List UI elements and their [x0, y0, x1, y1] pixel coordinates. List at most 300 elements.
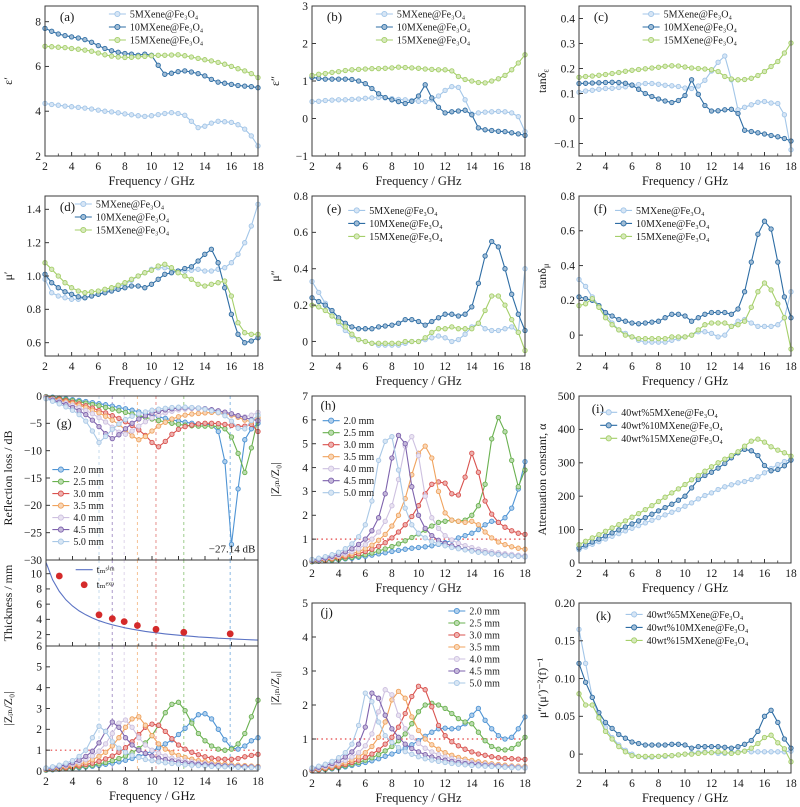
series-marker: [249, 224, 253, 228]
series-marker: [510, 545, 514, 549]
series-15MXene@Fe₃O₄: [577, 41, 793, 82]
legend: [76, 565, 115, 591]
series-marker: [403, 732, 407, 736]
series-marker: [249, 418, 253, 422]
series-marker: [430, 516, 434, 520]
series-marker: [610, 86, 614, 90]
series-marker: [742, 479, 746, 483]
series-marker: [736, 78, 740, 82]
series-marker: [137, 715, 141, 719]
series-marker: [130, 434, 134, 438]
series-marker: [410, 535, 414, 539]
series-marker: [203, 712, 207, 716]
legend-label: tₘᵉˣᵖ: [96, 580, 115, 592]
series-marker: [77, 412, 81, 416]
series-marker: [236, 451, 240, 455]
series-marker: [317, 305, 321, 309]
series-marker: [456, 744, 460, 748]
legend-marker: [621, 208, 626, 213]
series-marker: [656, 97, 660, 101]
series-marker: [356, 750, 360, 754]
series-marker: [243, 84, 247, 88]
series-marker: [483, 254, 487, 258]
series-marker: [50, 267, 54, 271]
series-marker: [396, 65, 400, 69]
series-marker: [56, 103, 60, 107]
series-marker: [190, 763, 194, 767]
x-tick-label: 8: [389, 568, 395, 580]
series-marker: [110, 754, 114, 758]
legend-label: 10MXene@Fe₃O₄: [636, 218, 710, 230]
y-tick-label: 0.3: [560, 38, 575, 51]
series-marker: [643, 67, 647, 71]
series-marker: [190, 423, 194, 427]
x-tick-label: 6: [362, 361, 369, 373]
x-tick-label: 2: [309, 161, 315, 173]
series-marker: [83, 48, 87, 52]
plot-frame: [46, 560, 258, 646]
y-tick-label: 2: [36, 629, 42, 642]
series-marker: [436, 105, 440, 109]
legend-marker: [81, 227, 86, 232]
legend-marker: [606, 423, 611, 428]
series-marker: [129, 284, 133, 288]
series-marker: [749, 103, 753, 107]
series-marker: [163, 72, 167, 76]
series-marker: [50, 102, 54, 106]
series-marker: [216, 281, 220, 285]
y-axis-label: μ″(μ′)⁻²(f)⁻¹: [535, 657, 549, 719]
series-marker: [116, 111, 120, 115]
series-marker: [749, 76, 753, 80]
series-marker: [776, 720, 780, 724]
series-marker: [117, 736, 121, 740]
legend-label: 3.5 mm: [343, 452, 375, 464]
series-marker: [77, 754, 81, 758]
series-marker: [683, 743, 687, 747]
legend: [626, 610, 749, 647]
series-marker: [69, 297, 73, 301]
series-marker: [776, 101, 780, 105]
series-marker: [50, 45, 54, 49]
series-marker: [390, 752, 394, 756]
series-marker: [703, 493, 707, 497]
x-tick-label: 18: [785, 778, 797, 790]
series-marker: [356, 67, 360, 71]
series-marker: [163, 262, 167, 266]
series-marker: [769, 133, 773, 137]
series-marker: [383, 713, 387, 717]
series-marker: [390, 341, 394, 345]
series-marker: [630, 515, 634, 519]
series-marker: [630, 68, 634, 72]
y-tick-label: 0: [569, 557, 575, 570]
series-marker: [663, 753, 667, 757]
series-marker: [490, 328, 494, 332]
legend-marker: [382, 37, 387, 42]
legend-label: 40wt%15MXene@Fe₃O₄: [621, 433, 723, 445]
series-marker: [209, 744, 213, 748]
x-tick-label: 8: [122, 361, 128, 373]
series-marker: [243, 744, 247, 748]
series-marker: [203, 58, 207, 62]
x-tick-label: 12: [439, 361, 451, 373]
series-marker: [696, 751, 700, 755]
series-marker: [490, 744, 494, 748]
series-marker: [97, 404, 101, 408]
series-marker: [450, 84, 454, 88]
x-tick-label: 18: [252, 776, 264, 788]
series-marker: [476, 523, 480, 527]
series-marker: [117, 750, 121, 754]
series-marker: [376, 735, 380, 739]
series-marker: [403, 101, 407, 105]
series-marker: [709, 68, 713, 72]
series-marker: [243, 438, 247, 442]
x-tick-label: 18: [785, 361, 797, 373]
series-marker: [670, 753, 674, 757]
y-tick-label: 0: [302, 767, 308, 780]
series-marker: [130, 743, 134, 747]
series-marker: [196, 753, 200, 757]
series-marker: [742, 319, 746, 323]
series-marker: [689, 752, 693, 756]
series-marker: [383, 439, 387, 443]
series-marker: [383, 532, 387, 536]
series-marker: [363, 81, 367, 85]
panel-label: (b): [326, 9, 343, 24]
series-marker: [650, 66, 654, 70]
x-tick-label: 2: [309, 361, 315, 373]
series-marker: [249, 715, 253, 719]
series-marker: [189, 70, 193, 74]
y-tick-label: 0: [569, 329, 575, 342]
series-marker: [749, 746, 753, 750]
series-marker: [123, 281, 127, 285]
y-tick-label: 2: [302, 699, 308, 712]
series-marker: [490, 727, 494, 731]
series-marker: [136, 284, 140, 288]
series-marker: [663, 505, 667, 509]
series-marker: [430, 67, 434, 71]
series-marker: [470, 750, 474, 754]
series-marker: [742, 742, 746, 746]
legend-marker: [81, 214, 86, 219]
series-marker: [483, 530, 487, 534]
panel-label: (k): [595, 608, 612, 624]
series-marker: [163, 729, 167, 733]
series-marker: [749, 260, 753, 264]
series-marker: [137, 736, 141, 740]
legend-label: 2.0 mm: [343, 416, 375, 428]
series-marker: [110, 740, 114, 744]
x-axis-label: Frequency / GHz: [375, 791, 462, 805]
series-marker: [423, 526, 427, 530]
series-marker: [516, 554, 520, 558]
series-marker: [390, 434, 394, 438]
series-marker: [723, 310, 727, 314]
series-marker: [317, 764, 321, 768]
series-marker: [483, 308, 487, 312]
series-marker: [436, 526, 440, 530]
series-marker: [317, 72, 321, 76]
series-marker: [70, 758, 74, 762]
y-tick-label: 0: [302, 557, 308, 570]
series-marker: [136, 274, 140, 278]
x-tick-label: 14: [466, 161, 478, 173]
series-marker: [617, 528, 621, 532]
series-marker: [116, 55, 120, 59]
series-marker: [183, 763, 187, 767]
series-marker: [330, 553, 334, 557]
series-marker: [776, 467, 780, 471]
series-marker: [376, 752, 380, 756]
series-marker: [243, 331, 247, 335]
y-axis-label: ε′: [1, 77, 15, 85]
series-marker: [223, 757, 227, 761]
series-marker: [83, 291, 87, 295]
series-marker: [84, 419, 88, 423]
x-axis-label: Frequency / GHz: [375, 174, 462, 188]
x-tick-label: 10: [679, 568, 691, 580]
series-marker: [636, 511, 640, 515]
y-tick-label: −5: [29, 418, 42, 431]
series-marker: [443, 760, 447, 764]
series-marker: [109, 110, 113, 114]
series-marker: [130, 753, 134, 757]
scatter-point: [180, 629, 187, 636]
series-marker: [350, 755, 354, 759]
x-tick-label: 6: [95, 361, 102, 373]
legend-marker: [649, 11, 654, 16]
y-tick-label: 0.10: [554, 673, 575, 686]
y-tick-label: 0: [569, 748, 575, 761]
series-marker: [689, 746, 693, 750]
series-marker: [630, 740, 634, 744]
series-marker: [356, 542, 360, 546]
series-marker: [203, 269, 207, 273]
series-marker: [423, 99, 427, 103]
series-marker: [396, 321, 400, 325]
series-marker: [456, 493, 460, 497]
series-marker: [203, 284, 207, 288]
x-tick-label: 6: [96, 776, 102, 788]
series-marker: [156, 264, 160, 268]
series-marker: [236, 756, 240, 760]
x-tick-label: 12: [705, 778, 718, 790]
series-marker: [396, 735, 400, 739]
series-marker: [670, 502, 674, 506]
series-marker: [249, 446, 253, 450]
series-marker: [169, 271, 173, 275]
series-marker: [176, 700, 180, 704]
series-marker: [663, 99, 667, 103]
series-marker: [430, 524, 434, 528]
series-marker: [110, 720, 114, 724]
x-tick-label: 4: [602, 568, 609, 580]
series-marker: [656, 509, 660, 513]
series-marker: [510, 292, 514, 296]
series-marker: [623, 319, 627, 323]
series-marker: [350, 542, 354, 546]
series-marker: [143, 743, 147, 747]
series-marker: [516, 546, 520, 550]
series-marker: [696, 473, 700, 477]
series-marker: [196, 411, 200, 415]
series-marker: [590, 74, 594, 78]
x-tick-label: 12: [705, 361, 718, 373]
series-marker: [683, 494, 687, 498]
x-tick-label: 16: [758, 161, 771, 173]
series-marker: [516, 114, 520, 118]
series-marker: [510, 529, 514, 533]
series-marker: [350, 750, 354, 754]
series-marker: [450, 492, 454, 496]
series-marker: [410, 735, 414, 739]
panel-d-chart: [0, 190, 267, 390]
series-marker: [163, 761, 167, 765]
series-marker: [490, 552, 494, 556]
series-marker: [670, 742, 674, 746]
series-marker: [496, 553, 500, 557]
series-marker: [163, 747, 167, 751]
x-tick-label: 18: [252, 361, 264, 373]
series-marker: [782, 136, 786, 140]
series-marker: [430, 319, 434, 323]
series-marker: [510, 506, 514, 510]
series-marker: [243, 470, 247, 474]
series-marker: [363, 725, 367, 729]
series-marker: [390, 98, 394, 102]
series-marker: [129, 277, 133, 281]
x-tick-label: 4: [335, 161, 342, 173]
series-marker: [216, 60, 220, 64]
series-marker: [496, 109, 500, 113]
series-marker: [583, 703, 587, 707]
series-40wt%15MXene@Fe₃O₄: [577, 437, 793, 547]
series-marker: [776, 59, 780, 63]
series-marker: [156, 424, 160, 428]
legend-label: tₘˢⁱᵐ: [96, 565, 115, 577]
legend-label: 2.5 mm: [73, 477, 104, 489]
series-marker: [623, 519, 627, 523]
series-marker: [590, 88, 594, 92]
series-marker: [749, 129, 753, 133]
series-marker: [376, 710, 380, 714]
y-tick-label: 1.4: [26, 204, 41, 217]
series-marker: [723, 745, 727, 749]
y-tick-label: 0.20: [554, 597, 575, 610]
series-marker: [516, 61, 520, 65]
series-marker: [423, 737, 427, 741]
series-marker: [390, 323, 394, 327]
series-marker: [463, 747, 467, 751]
series-marker: [229, 747, 233, 751]
series-marker: [403, 65, 407, 69]
series-marker: [703, 323, 707, 327]
series-marker: [170, 702, 174, 706]
series-marker: [196, 763, 200, 767]
series-marker: [617, 732, 621, 736]
series-marker: [209, 77, 213, 81]
series-marker: [723, 333, 727, 337]
series-marker: [149, 54, 153, 58]
legend-label: 3.0 mm: [343, 440, 375, 452]
x-tick-label: 2: [42, 361, 48, 373]
series-marker: [583, 302, 587, 306]
series-marker: [89, 40, 93, 44]
series-marker: [183, 424, 187, 428]
scatter-point: [121, 618, 128, 625]
series-marker: [410, 715, 414, 719]
series-marker: [97, 411, 101, 415]
y-tick-label: 4: [36, 682, 42, 695]
legend-marker: [454, 680, 459, 685]
series-tₘˢⁱᵐ: [46, 562, 258, 640]
legend-marker: [382, 24, 387, 29]
series-marker: [370, 732, 374, 736]
series-marker: [97, 759, 101, 763]
series-marker: [63, 281, 67, 285]
panel-j-chart: [267, 597, 534, 807]
series-marker: [76, 47, 80, 51]
series-marker: [356, 79, 360, 83]
series-marker: [249, 134, 253, 138]
panel-d: [0, 190, 267, 390]
series-marker: [456, 762, 460, 766]
series-marker: [350, 547, 354, 551]
series-marker: [69, 292, 73, 296]
series-marker: [597, 305, 601, 309]
series-marker: [483, 764, 487, 768]
series-marker: [456, 536, 460, 540]
series-marker: [223, 422, 227, 426]
series-marker: [317, 290, 321, 294]
series-marker: [130, 717, 134, 721]
series-marker: [103, 434, 107, 438]
series-marker: [176, 111, 180, 115]
series-marker: [117, 433, 121, 437]
series-marker: [430, 482, 434, 486]
x-tick-label: 18: [252, 161, 264, 173]
series-marker: [443, 706, 447, 710]
series-marker: [670, 491, 674, 495]
series-marker: [390, 524, 394, 528]
series-marker: [396, 689, 400, 693]
series-marker: [390, 727, 394, 731]
series-marker: [117, 746, 121, 750]
series-marker: [503, 516, 507, 520]
series-marker: [410, 752, 414, 756]
series-marker: [209, 756, 213, 760]
series-marker: [376, 748, 380, 752]
legend-marker: [58, 479, 63, 484]
series-marker: [129, 113, 133, 117]
panel-c-chart: [534, 0, 800, 190]
series-marker: [89, 49, 93, 53]
series-line: [312, 242, 525, 331]
y-tick-label: 1: [302, 733, 308, 746]
series-marker: [370, 327, 374, 331]
series-marker: [376, 341, 380, 345]
series-marker: [603, 72, 607, 76]
series-marker: [723, 485, 727, 489]
y-tick-label: 0.2: [560, 295, 575, 308]
scatter-point: [109, 615, 116, 622]
series-marker: [617, 70, 621, 74]
series-marker: [716, 335, 720, 339]
series-marker: [410, 722, 414, 726]
